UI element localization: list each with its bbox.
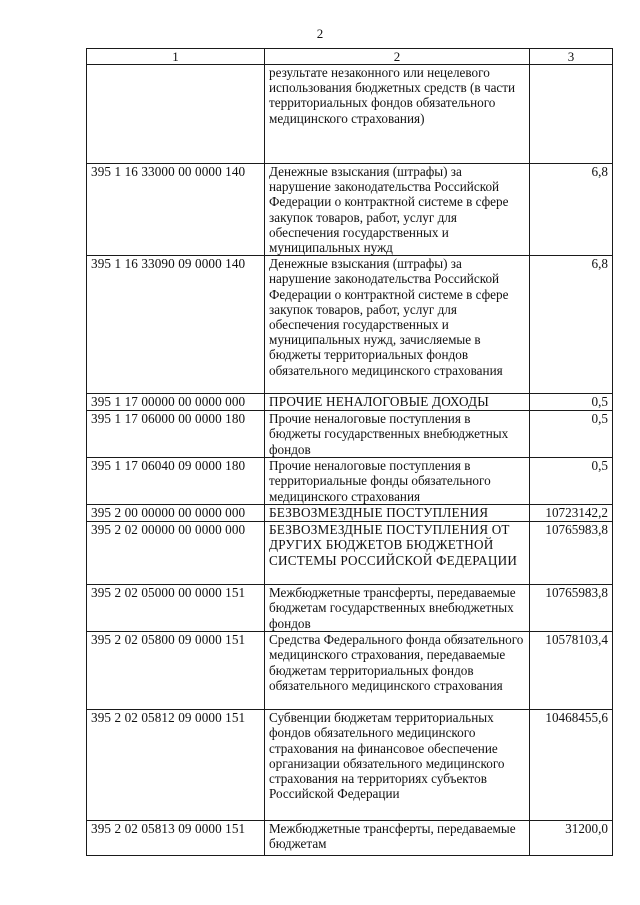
row-code: 395 1 16 33090 09 0000 140 (87, 256, 265, 394)
row-amount: 10723142,2 (530, 505, 613, 522)
row-amount: 0,5 (530, 458, 613, 505)
table-row (87, 585, 613, 632)
row-name: Денежные взыскания (штрафы) за нарушение законодательства Российской Федерации о контрактной системе в сфере закупок товаров, работ, услуг для обеспечения государственных и муниципальных нужд (265, 164, 530, 256)
row-name: результате незаконного или нецелевого использования бюджетных средств (в части территориальных фондов обязательного медицинского страхования) (265, 65, 530, 164)
row-name: Средства Федерального фонда обязательного медицинского страхования, передаваемые бюджетам территориальных фондов обязательного медицинского страхования (265, 632, 530, 710)
row-code: 395 1 17 06000 00 0000 180 (87, 411, 265, 458)
row-amount: 10468455,6 (530, 710, 613, 821)
row-name: БЕЗВОЗМЕЗДНЫЕ ПОСТУПЛЕНИЯ ОТ ДРУГИХ БЮДЖЕТОВ БЮДЖЕТНОЙ СИСТЕМЫ РОССИЙСКОЙ ФЕДЕРАЦИИ (265, 522, 530, 585)
table-row (87, 164, 613, 256)
table-row (87, 458, 613, 505)
row-amount: 0,5 (530, 411, 613, 458)
row-amount (530, 65, 613, 164)
table-row (87, 632, 613, 710)
table-row (87, 710, 613, 821)
row-name: Прочие неналоговые поступления в бюджеты государственных внебюджетных фондов (265, 411, 530, 458)
row-code: 395 2 00 00000 00 0000 000 (87, 505, 265, 522)
row-code (87, 65, 265, 164)
table-row (87, 411, 613, 458)
table-row (87, 522, 613, 585)
row-code: 395 2 02 00000 00 0000 000 (87, 522, 265, 585)
row-name: Денежные взыскания (штрафы) за нарушение законодательства Российской Федерации о контрактной системе в сфере закупок товаров, работ, услуг для обеспечения государственных и муниципальных нужд, зачисляемые в бюджеты территориальных фондов обязательного медицинского страхования (265, 256, 530, 394)
budget-revenue-table (86, 48, 613, 856)
page-number: 2 (316, 26, 324, 41)
table-row (87, 394, 613, 411)
row-name: Прочие неналоговые поступления в территориальные фонды обязательного медицинского страхования (265, 458, 530, 505)
row-amount: 0,5 (530, 394, 613, 411)
row-amount: 10765983,8 (530, 522, 613, 585)
row-code: 395 1 16 33000 00 0000 140 (87, 164, 265, 256)
table-row (87, 65, 613, 164)
row-name: Межбюджетные трансферты, передаваемые бюджетам (265, 821, 530, 856)
column-header-amount: 3 (530, 49, 613, 65)
row-code: 395 2 02 05800 09 0000 151 (87, 632, 265, 710)
row-amount: 10578103,4 (530, 632, 613, 710)
row-code: 395 2 02 05812 09 0000 151 (87, 710, 265, 821)
row-code: 395 1 17 06040 09 0000 180 (87, 458, 265, 505)
column-header-name: 2 (265, 49, 530, 65)
column-header-code: 1 (87, 49, 265, 65)
row-amount: 10765983,8 (530, 585, 613, 632)
row-name: Субвенции бюджетам территориальных фондов обязательного медицинского страхования на финансовое обеспечение организации обязательного медицинского страхования на территориях субъектов Российской Федерации (265, 710, 530, 821)
row-amount: 31200,0 (530, 821, 613, 856)
table-row (87, 821, 613, 856)
table-row (87, 505, 613, 522)
table-row (87, 256, 613, 394)
row-code: 395 1 17 00000 00 0000 000 (87, 394, 265, 411)
row-amount: 6,8 (530, 256, 613, 394)
row-name: Межбюджетные трансферты, передаваемые бюджетам государственных внебюджетных фондов (265, 585, 530, 632)
row-code: 395 2 02 05000 00 0000 151 (87, 585, 265, 632)
row-code: 395 2 02 05813 09 0000 151 (87, 821, 265, 856)
row-name: ПРОЧИЕ НЕНАЛОГОВЫЕ ДОХОДЫ (265, 394, 530, 411)
row-amount: 6,8 (530, 164, 613, 256)
row-name: БЕЗВОЗМЕЗДНЫЕ ПОСТУПЛЕНИЯ (265, 505, 530, 522)
table-header-row (87, 49, 613, 65)
